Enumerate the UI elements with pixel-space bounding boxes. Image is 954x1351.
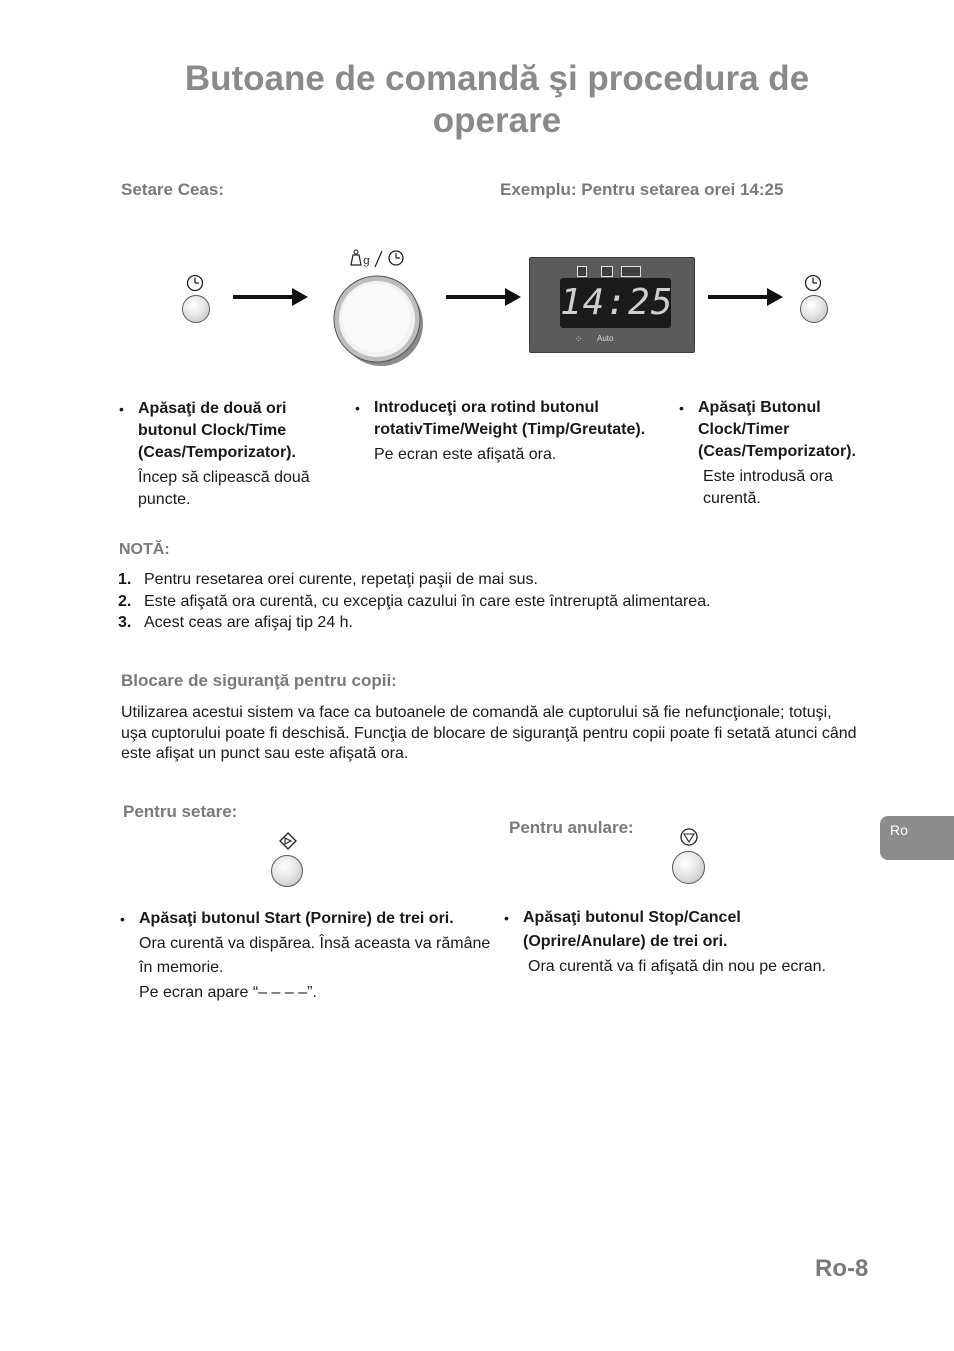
set-instruction [120, 907, 499, 1005]
step-2-instruction: Introduceţi ora rotind butonul rotativTime/Weight (Timp/Greutate). [374, 399, 646, 438]
bullet: • [679, 400, 684, 416]
step-2 [355, 397, 674, 466]
start-button[interactable] [271, 855, 303, 887]
program-icon: ⁘ [575, 334, 583, 344]
bullet: • [120, 911, 125, 927]
page-title: Butoane de comandă şi procedura de operare [184, 59, 810, 140]
step-1-result: Încep să clipească două puncte. [138, 469, 310, 508]
cancel-result: Ora curentă va fi afişată din nou pe ecran. [528, 958, 826, 975]
step-1-instruction: Apăsaţi de două ori butonul Clock/Time (Ceas/Temporizator). [138, 400, 296, 461]
step-3-result: Este introdusă ora curentă. [703, 468, 833, 507]
note-list [118, 569, 898, 634]
page-number: Ro-8 [815, 1255, 869, 1282]
step-3 [679, 397, 878, 510]
stop-cancel-button[interactable] [672, 851, 705, 884]
bullet: • [119, 401, 124, 417]
arrow-right-icon [446, 295, 509, 299]
note-heading: NOTĂ: [119, 541, 170, 558]
cancel-heading: Pentru anulare: [509, 818, 634, 837]
note-item: 2. Este afişată ora curentă, cu excepţia cazului în care este întreruptă alimentarea. [118, 592, 711, 610]
weight-icon [347, 247, 409, 274]
cancel-instruction [504, 906, 823, 954]
cancel-instruction-bold: Apăsaţi butonul Stop/Cancel (Oprire/Anulare) de trei ori. [523, 909, 741, 950]
combi-mode-icon [621, 266, 641, 277]
note-item: 1. Pentru resetarea orei curente, repetaţi paşii de mai sus. [118, 571, 538, 588]
start-icon [278, 831, 298, 856]
child-lock-heading: Blocare de siguranţă pentru copii: [121, 671, 397, 690]
time-weight-dial[interactable] [332, 273, 426, 374]
clock-button[interactable] [182, 295, 210, 323]
set-display-note: Pe ecran apare “– – – –”. [139, 983, 317, 1001]
step-2-result: Pe ecran este afişată ora. [374, 446, 557, 463]
oven-mode-icon [601, 266, 613, 277]
display-screen [560, 278, 674, 328]
bullet: • [504, 910, 509, 926]
clock-heading: Setare Ceas: [121, 180, 225, 199]
note-item: 3. Acest ceas are afişaj tip 24 h. [118, 614, 353, 631]
stop-icon [679, 827, 699, 852]
step-3-instruction: Apăsaţi Butonul Clock/Timer (Ceas/Temporizator). [698, 399, 856, 460]
set-instruction-bold: Apăsaţi butonul Start (Pornire) de trei ori. [139, 910, 454, 927]
arrow-right-icon [708, 295, 771, 299]
svg-text:g: g [363, 254, 371, 267]
set-heading: Pentru setare: [123, 802, 238, 821]
display-time: 14:25 [560, 282, 674, 323]
language-tab: Ro [880, 816, 954, 860]
child-lock-description: Utilizarea acestui sistem va face ca butoanele de comandă ale cuptorului să fie nefuncţionale; totuşi, uşa cuptorului poate fi deschisă. Funcţia de blocare de siguranţă pentru copii poate fi setată atunci când este afişat un punct sau este afişată ora. [121, 704, 857, 762]
arrow-right-icon [233, 295, 296, 299]
clock-button[interactable] [800, 295, 828, 323]
oven-display [529, 257, 695, 353]
clock-example: Exemplu: Pentru setarea orei 14:25 [500, 180, 784, 199]
step-1 [119, 398, 328, 511]
bullet: • [355, 400, 360, 416]
auto-label: Auto [597, 334, 614, 343]
grill-mode-icon [577, 266, 587, 277]
set-result: Ora curentă va dispărea. Însă aceasta va rămâne în memorie. [139, 934, 491, 976]
